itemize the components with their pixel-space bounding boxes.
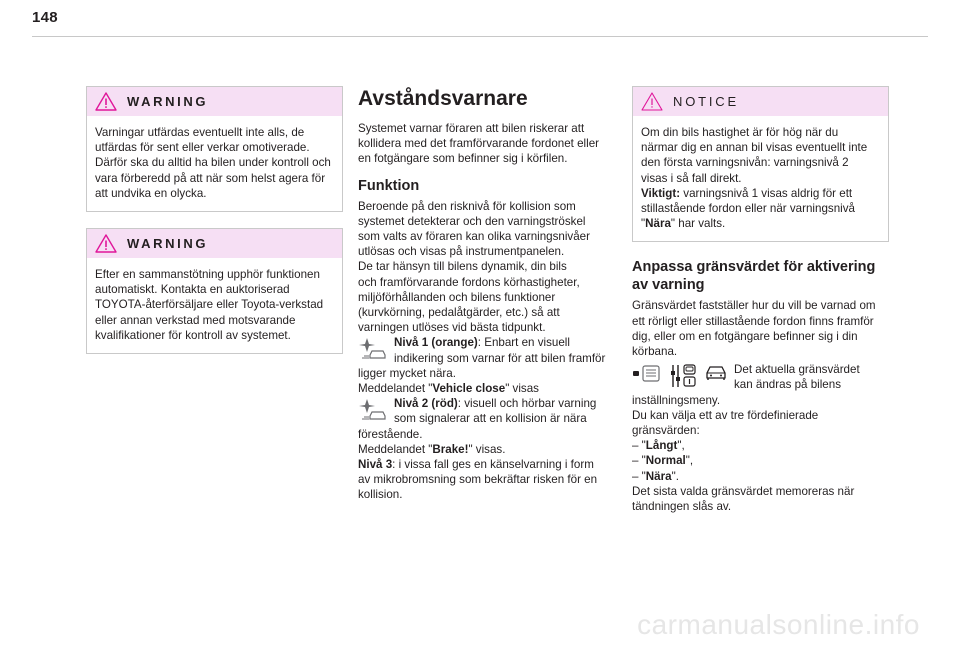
level-3-paragraph — [358, 457, 610, 503]
level-1-label: Nivå 1 (orange) — [394, 336, 478, 350]
text-line: Det aktuella gränsvärdet — [734, 363, 860, 377]
text-line: TOYOTA-återförsäljare eller Toyota-verkstad — [95, 298, 324, 312]
text-line: Det sista valda gränsvärdet memoreras när — [632, 484, 855, 498]
text-line: av varning — [632, 277, 705, 294]
text-segment: ", — [677, 439, 685, 453]
text-line: dig, eller om en fotgängare befinner sig i din — [632, 329, 858, 343]
tip-label: Viktigt: — [641, 186, 681, 200]
section-title: Avståndsvarnare — [358, 87, 528, 110]
text-line: ett rörligt eller stillastående fordon finns framför — [632, 314, 874, 328]
text-segment: Meddelandet " — [358, 382, 433, 396]
function-paragraph — [358, 199, 610, 336]
text-line: utfärdas för sent eller verkar omotiverade. — [95, 141, 310, 155]
text-segment: – " — [632, 469, 646, 483]
settings-paragraph — [632, 362, 889, 514]
text-segment: : visuell och hörbar varning — [457, 397, 597, 411]
warning-box-1 — [86, 86, 343, 212]
text-line: att undvika en olycka. — [95, 186, 207, 200]
notice-triangle-icon — [641, 92, 663, 111]
option-value: Nära — [645, 469, 672, 483]
text-line: stillastående fordon eller när varningsnivå — [641, 202, 855, 216]
text-line: utlösas och visas på instrumentpanelen. — [358, 245, 565, 259]
level-3-label: Nivå 3 — [358, 458, 393, 472]
warning-title: WARNING — [127, 236, 209, 252]
text-line: ligger mycket nära. — [358, 366, 456, 380]
menu-screen-icon — [632, 363, 662, 385]
text-segment: " har valts. — [670, 217, 726, 231]
text-line: Varningar utfärdas eventuellt inte alls, de — [95, 126, 305, 139]
warning-box-header — [87, 229, 342, 258]
intro-paragraph — [358, 121, 610, 167]
text-line: gränsvärden: — [632, 424, 700, 438]
text-line: kollidera med det framförvarande fordonet eller — [358, 137, 600, 151]
left-column — [86, 86, 343, 370]
text-line: som signalerar att en kollision är nära — [394, 412, 587, 426]
watermark: carmanualsonline.info — [637, 609, 920, 640]
warning-box-header — [87, 87, 342, 116]
text-line: automatiskt. Kontakta en auktoriserad — [95, 283, 290, 297]
text-line: vara förberedd på att när som helst agera för — [95, 171, 326, 185]
top-rule — [32, 36, 928, 37]
text-segment: " visas. — [468, 442, 506, 456]
text-line: Beroende på den risknivå för kollision som — [358, 199, 576, 213]
option-value: Långt — [645, 439, 678, 453]
text-line: av mikrobromsning som bekräftar risken för en — [358, 473, 598, 487]
text-line: Efter en sammanstötning upphör funktionen — [95, 268, 320, 282]
text-line: miljöförhållanden och bilens funktioner — [358, 290, 556, 304]
vehicle-settings-icon — [668, 363, 698, 389]
text-line: (kurvkörning, pedalåtgärder, etc.) så att — [358, 306, 560, 320]
warning-triangle-icon — [95, 234, 117, 253]
notice-title: NOTICE — [673, 94, 739, 109]
text-line: kollision. — [358, 488, 403, 502]
text-line: indikering som varnar för att bilen framför — [394, 351, 606, 365]
text-line: en fotgängare som befinner sig i körfilen. — [358, 152, 568, 166]
adjust-paragraph — [632, 298, 889, 359]
text-line: Om din bils hastighet är för hög när du — [641, 126, 839, 139]
text-segment: ". — [671, 469, 679, 483]
message-brake: Brake! — [432, 442, 469, 456]
text-segment: varningsnivå 1 visas aldrig för ett — [680, 186, 853, 200]
collision-warning-icon — [358, 336, 388, 360]
text-line: den första varningsnivån: varningsnivå 2 — [641, 156, 849, 170]
warning-box-2 — [86, 228, 343, 354]
text-segment: ", — [685, 454, 694, 468]
text-line: förestående. — [358, 427, 423, 441]
text-line: närmar dig en annan bil visas eventuellt inte — [641, 141, 868, 155]
text-line: inställningsmeny. — [632, 393, 721, 407]
text-line: varningen utlöses vid bästa tidpunkt. — [358, 321, 546, 335]
car-front-icon — [704, 363, 728, 381]
text-segment: : i vissa fall ges en känselvarning i form — [392, 458, 594, 472]
text-segment: : Enbart en visuell — [477, 336, 570, 350]
text-segment: " visas — [505, 382, 539, 396]
list-item — [632, 438, 889, 453]
text-line: och framförvarande fordons körhastigheter, — [358, 275, 580, 289]
text-line: Systemet varnar föraren att bilen riskerar att — [358, 122, 585, 135]
text-segment: – " — [632, 439, 646, 453]
text-line: Gränsvärdet fastställer hur du vill be varnad om — [632, 299, 876, 313]
text-line: Därför ska du alltid ha bilen under kontroll och — [95, 156, 331, 170]
text-line: De tar hänsyn till bilens dynamik, din bils — [358, 260, 567, 274]
notice-box-header — [633, 87, 888, 116]
list-item — [632, 453, 889, 468]
text-line: körbana. — [632, 345, 678, 359]
warning-text — [87, 116, 342, 211]
text-line: Du kan välja ett av tre fördefinierade — [632, 408, 819, 422]
message-vehicle-close: Vehicle close — [432, 382, 506, 396]
function-title: Funktion — [358, 177, 420, 194]
warning-title: WARNING — [127, 94, 209, 109]
warning-text — [87, 258, 342, 353]
list-item — [632, 469, 889, 484]
text-line: kan ändras på bilens — [734, 378, 841, 392]
middle-column — [358, 86, 610, 509]
text-line: eller annan verkstad med motsvarande — [95, 313, 296, 327]
level-2-paragraph — [358, 396, 610, 457]
level-2-label: Nivå 2 (röd) — [394, 397, 458, 411]
text-segment: Meddelandet " — [358, 442, 433, 456]
text-line: visas i så fall direkt. — [641, 171, 742, 185]
text-line: Anpassa gränsvärdet för aktivering — [632, 259, 876, 276]
text-line: kvalifikationer för kontroll av systemet. — [95, 328, 291, 342]
adjust-title — [632, 258, 889, 294]
text-segment: " — [641, 217, 646, 231]
text-segment: – " — [632, 454, 646, 468]
tip-value: Nära — [645, 217, 671, 231]
option-value: Normal — [645, 454, 686, 468]
level-1-paragraph — [358, 335, 610, 396]
text-line: som valts av föraren kan olika varningsnivåer — [358, 230, 590, 244]
notice-text — [633, 116, 888, 241]
collision-warning-icon — [358, 397, 388, 421]
notice-box — [632, 86, 889, 242]
warning-triangle-icon — [95, 92, 117, 111]
text-line: tändningen slås av. — [632, 500, 732, 514]
right-column — [632, 86, 889, 514]
page-number: 148 — [32, 9, 58, 26]
text-line: systemet detekterar och den varningströskel — [358, 214, 586, 228]
